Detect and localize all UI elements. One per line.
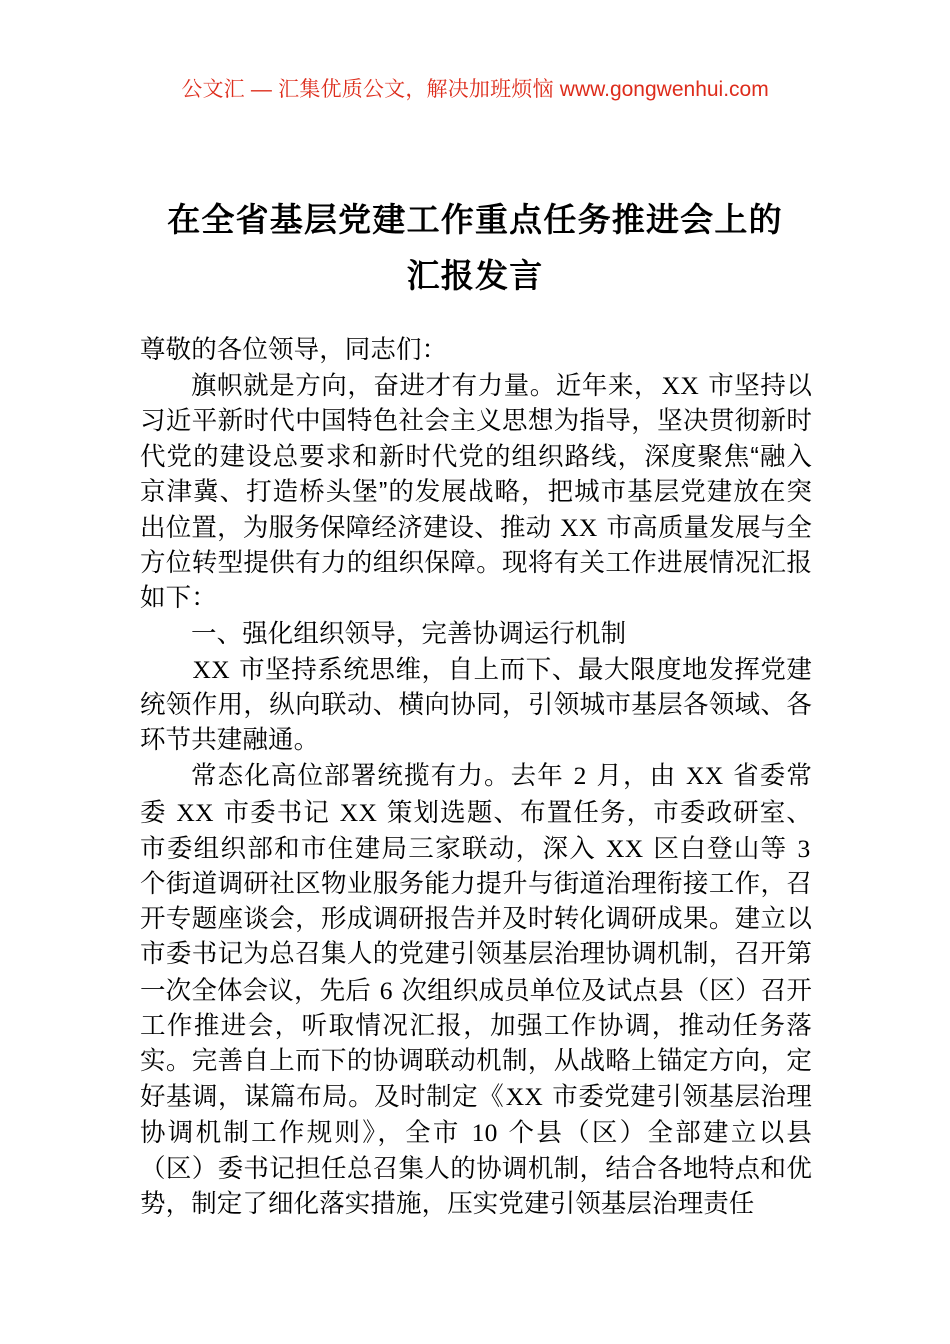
site-watermark (0, 76, 950, 104)
latin-run: XX (176, 797, 214, 827)
latin-run: XX (685, 761, 724, 791)
latin-run: 2 (573, 761, 587, 791)
latin-run: XX (339, 797, 378, 827)
paragraph-1-2: 常态化高位部署统揽有力。去年 2 月，由 XX 省委常委 XX 市委书记 XX 策划选题、布置任务，市委政研室、市委组织部和市住建局三家联动，深入 XX 区白登山等 3 个街道调研社区物业服务能力提升与街道治理衔接工作，召开专题座谈会，形成调研报告并及时转化调研成果。建立以市委书记为总召集人的党建引领基层治理协调机制，召开第一次全体会议，先后 6 次组织成员单位及试点县（区）召开工作推进会，听取情况汇报，加强工作协调，推动任务落实。完善自上而下的协调联动机制，从战略上锚定方向，定好基调，谋篇布局。及时制定《XX 市委党建引领基层治理协调机制工作规则》，全市 10 个县（区）全部建立以县（区）委书记担任总召集人的协调机制，结合各地特点和优势，制定了细化落实措施，压实党建引领基层治理责任 (140, 761, 813, 1218)
page-title (125, 192, 825, 304)
watermark-brand-text: 公文汇 — 汇集优质公文，解决加班烦恼 (181, 78, 554, 101)
latin-run: XX (192, 654, 230, 684)
latin-run: XX (560, 513, 598, 543)
latin-run: 3 (797, 833, 811, 863)
section-heading-1: 一、强化组织领导，完善协调运行机制 (191, 619, 627, 648)
document-body (140, 333, 812, 1222)
latin-run: 6 (379, 975, 393, 1005)
latin-run: XX (606, 833, 644, 863)
paragraph-1-1: XX 市坚持系统思维，自上而下、最大限度地发挥党建统领作用，纵向联动、横向协同，引领城市基层各领域、各环节共建融通。 (140, 654, 812, 755)
latin-run: 10 (471, 1118, 498, 1148)
latin-run: XX (505, 1082, 544, 1112)
page-title-line-2: 汇报发言 (406, 257, 544, 295)
page-title-line-1: 在全省基层党建工作重点任务推进会上的 (167, 201, 783, 239)
watermark-url-text: www.gongwenhui.com (559, 78, 769, 101)
salutation-line: 尊敬的各位领导，同志们： (140, 336, 448, 364)
latin-run: XX (661, 371, 700, 401)
paragraph-opening: 旗帜就是方向，奋进才有力量。近年来，XX 市坚持以习近平新时代中国特色社会主义思想为指导，坚决贯彻新时代党的建设总要求和新时代党的组织路线，深度聚焦“融入京津冀、打造桥头堡”的发展战略，把城市基层党建放在突出位置，为服务保障经济建设、推动 XX 市高质量发展与全方位转型提供有力的组织保障。现将有关工作进展情况汇报如下： (140, 371, 812, 613)
